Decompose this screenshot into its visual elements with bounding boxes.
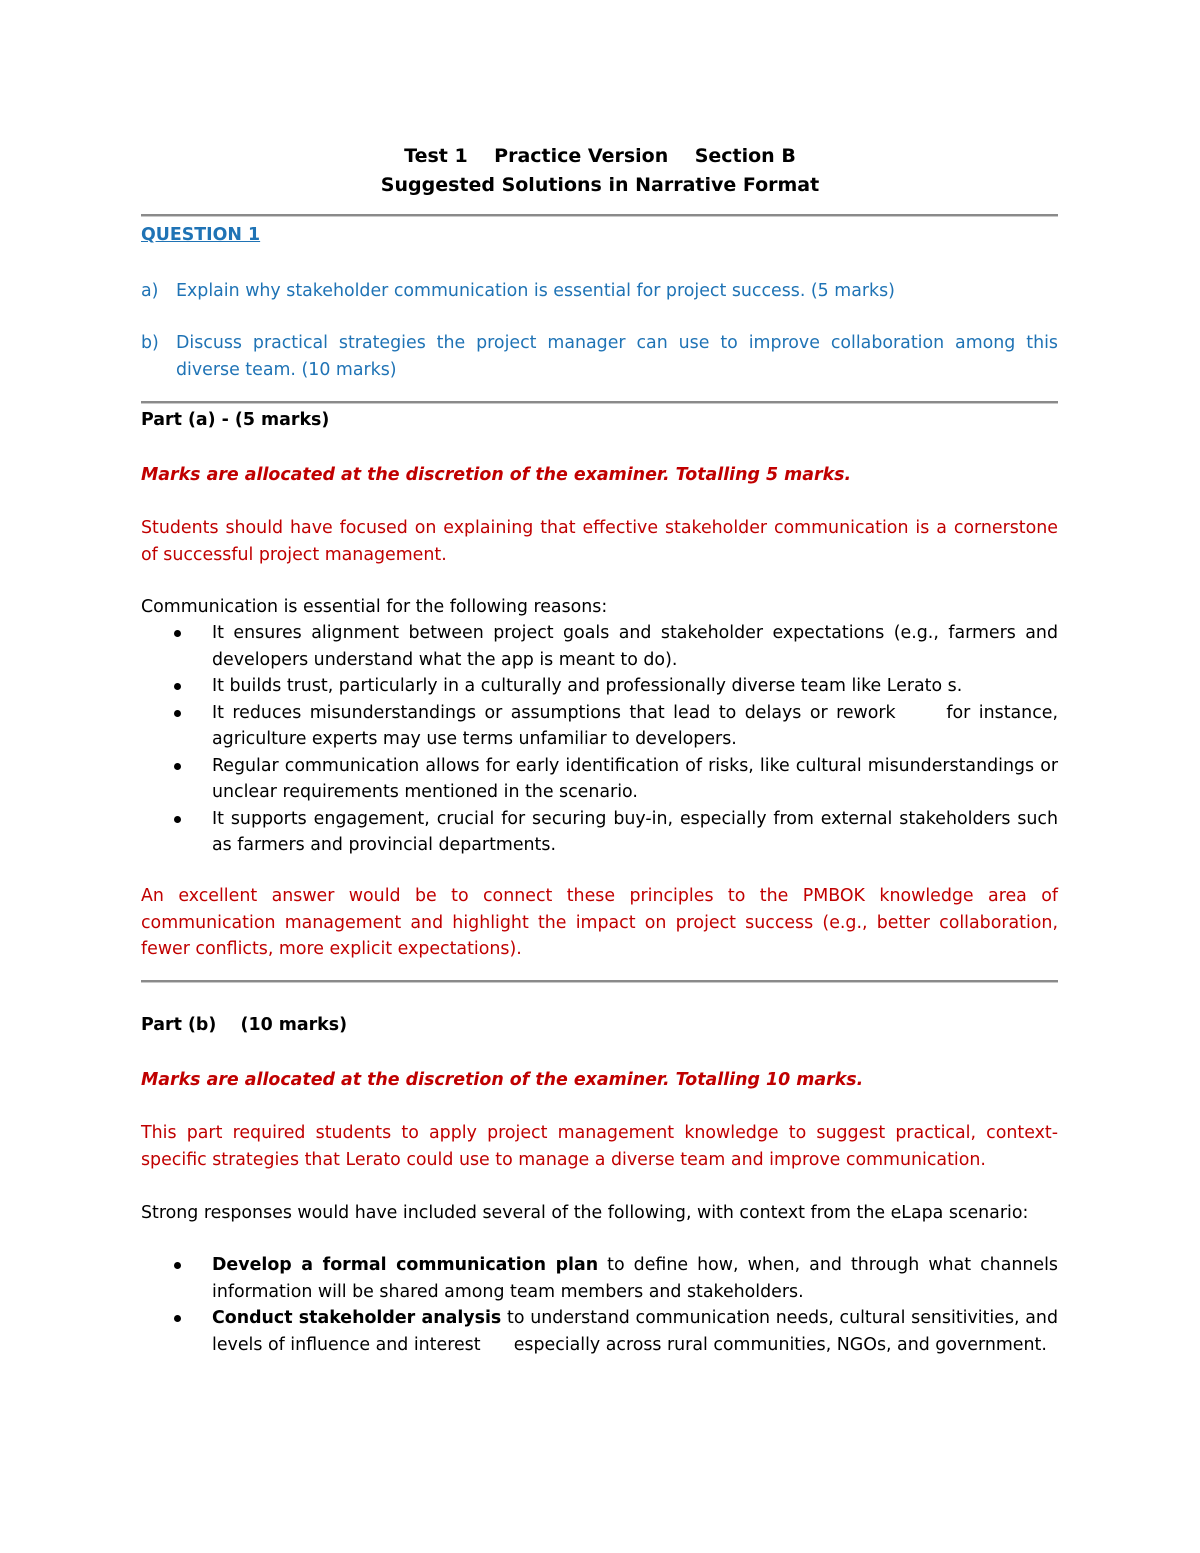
part-b-heading: Part (b) (10 marks) [141,1015,348,1035]
question-item-b [141,330,1058,383]
part-b-requirement-text: This part required students to apply project management knowledge to suggest practical, context-specific strategies that Lerato could use to manage a diverse team and improve communication. [141,1123,1058,1170]
list-item [141,806,1058,859]
question-item-label: b) [141,333,159,353]
bullet-icon [174,1315,181,1322]
bullet-icon [174,763,181,770]
list-item [141,700,1064,753]
list-item [141,1252,1058,1305]
question-item-label: a) [141,281,159,301]
part-a-heading: Part (a) - (5 marks) [141,410,330,430]
list-item-text: to understand communication needs, cultural sensitivities, and levels of influence and interest especially across rural communities, NGOs, and government. [212,1308,1064,1355]
list-item-text: It ensures alignment between project goals and stakeholder expectations (e.g., farmers and developers understand what the app is meant to do). [212,623,1058,670]
part-a-excellent-answer: An excellent answer would be to connect these principles to the PMBOK knowledge area of communication management and highlight the impact on project success (e.g., better collaboration, fewer conflicts, more explicit expectations). [141,886,1058,959]
horizontal-divider [141,214,1058,217]
bullet-icon [174,816,181,823]
horizontal-divider [141,980,1058,983]
list-item-text: It reduces misunderstandings or assumptions that lead to delays or rework for instance, agriculture experts may use terms unfamiliar to developers. [212,702,1064,749]
question-heading: QUESTION 1 [141,225,261,245]
list-item [141,620,1058,673]
question-item-a [141,278,1058,305]
list-item [141,1305,1064,1358]
list-item-text: to define how, when, and through what channels information will be shared among team members and stakeholders. [212,1255,1058,1302]
bullet-icon [174,1262,181,1269]
list-item-text: It supports engagement, crucial for securing buy-in, especially from external stakeholders such as farmers and provincial departments. [212,808,1058,855]
part-a-intro: Communication is essential for the following reasons: [141,597,608,617]
part-b-intro: Strong responses would have included several of the following, with context from the eLapa scenario: [141,1203,1029,1223]
list-item-lead: Conduct stakeholder analysis [212,1308,502,1328]
part-a-focus-text: Students should have focused on explaining that effective stakeholder communication is a cornerstone of successful project management. [141,518,1058,565]
bullet-icon [174,630,181,637]
horizontal-divider [141,401,1058,404]
part-b-strategies-list [141,1252,1064,1358]
question-item-text: Discuss practical strategies the project manager can use to improve collaboration among this diverse team. (10 marks) [176,333,1058,380]
list-item [141,753,1058,806]
list-item-text: It builds trust, particularly in a culturally and professionally diverse team like Lerato s. [212,676,963,696]
document-subtitle: Suggested Solutions in Narrative Format [380,174,820,196]
question-item-text: Explain why stakeholder communication is essential for project success. (5 marks) [176,281,895,301]
bullet-icon [174,683,181,690]
list-item-text: Regular communication allows for early identification of risks, like cultural misunderstandings or unclear requirements mentioned in the scenario. [212,755,1058,802]
part-b-allocation-note: Marks are allocated at the discretion of the examiner. Totalling 10 marks. [141,1070,864,1090]
list-item-lead: Develop a formal communication plan [212,1255,599,1275]
list-item [141,673,1058,700]
part-a-allocation-note: Marks are allocated at the discretion of the examiner. Totalling 5 marks. [141,465,852,485]
bullet-icon [174,710,181,717]
part-a-reasons-list [141,620,1064,859]
document-title: Test 1 Practice Version Section B [404,145,796,167]
